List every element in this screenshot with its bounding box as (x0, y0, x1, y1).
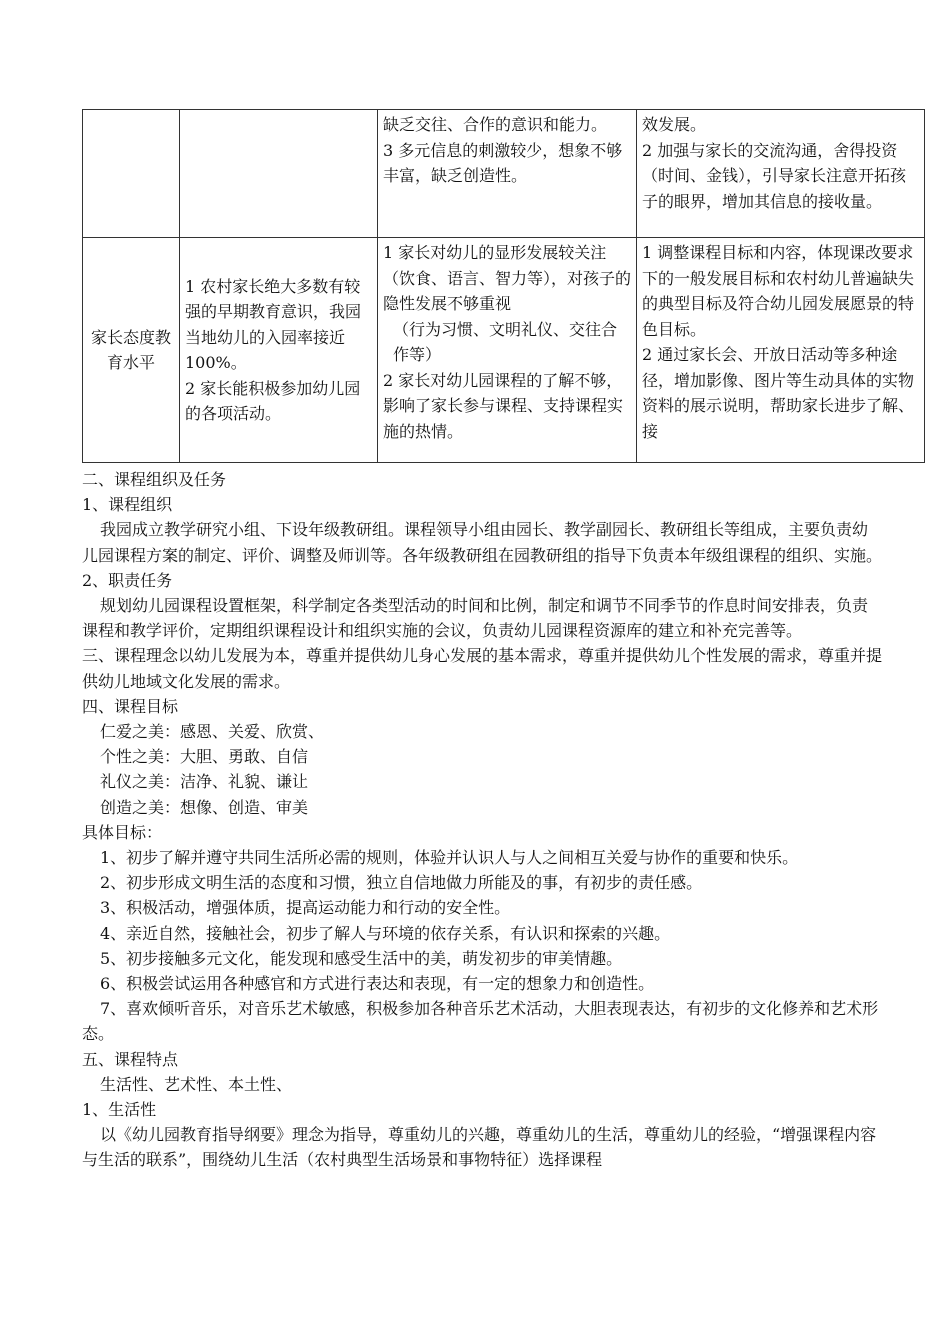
paragraph: 三、课程理念以幼儿发展为本，尊重并提供幼儿身心发展的基本需求，尊重并提供幼儿个性发展的需求，尊重并提供幼儿地域文化发展的需求。 (82, 646, 883, 691)
paragraph: 仁爱之美：感恩、关爱、欣赏、 (100, 722, 325, 742)
paragraph: 我园成立教学研究小组、下设年级教研组。课程领导小组由园长、教学副园长、教研组长等组成，主要负责幼儿园课程方案的制定、评价、调整及师训等。各年级教研组在园教研组的指导下负责本年级组课程的组织、实施。 (82, 520, 883, 565)
paragraph: 5、初步接触多元文化，能发现和感受生活中的美，萌发初步的审美情趣。 (100, 948, 623, 968)
cell-line: 1 农村家长绝大多数有较强的早期教育意识，我园当地幼儿的入园率接近 100%。 (185, 276, 362, 372)
paragraph: 6、积极尝试运用各种感官和方式进行表达和表现，有一定的想象力和创造性。 (100, 974, 655, 994)
paragraph: 2、职责任务 (82, 570, 173, 590)
paragraph: 以《幼儿园教育指导纲要》理念为指导，尊重幼儿的兴趣，尊重幼儿的生活，尊重幼儿的经验，“增强课程内容与生活的联系”，围绕幼儿生活（农村典型生活场景和事物特征）选择课程 (82, 1125, 877, 1170)
paragraph: 4、亲近自然，接触社会，初步了解人与环境的依存关系，有认识和探索的兴趣。 (100, 923, 671, 943)
cell-line: 2 加强与家长的交流沟通，舍得投资（时间、金钱），引导家长注意开拓孩子的眼界，增加其信息的接收量。 (642, 140, 907, 211)
paragraph: 二、课程组织及任务 (82, 470, 227, 489)
cell-line: 缺乏交往、合作的意识和能力。 (383, 115, 608, 134)
paragraph: 具体目标： (82, 822, 163, 842)
paragraph: 7、喜欢倾听音乐，对音乐艺术敏感，积极参加各种音乐艺术活动，大胆表现表达，有初步的文化修养和艺术形态。 (82, 999, 879, 1044)
cell-line: 3 多元信息的刺激较少，想象不够丰富，缺乏创造性。 (383, 140, 623, 185)
paragraph: 1、初步了解并遵守共同生活所必需的规则，体验并认识人与人之间相互关爱与协作的重要和快乐。 (100, 848, 799, 868)
table-cell-problems (378, 110, 637, 238)
paragraph: 五、课程特点 (82, 1049, 179, 1069)
table-row (83, 110, 925, 238)
paragraph: 1、课程组织 (82, 495, 173, 515)
cell-line: （行为习惯、文明礼仪、交往合作等） (393, 319, 618, 364)
table-row (83, 238, 925, 463)
paragraph: 3、积极活动，增强体质，提高运动能力和行动的安全性。 (100, 898, 511, 918)
cell-line: 2 家长对幼儿园课程的了解不够，影响了家长参与课程、支持课程实施的热情。 (383, 370, 624, 441)
table-cell-status (180, 110, 378, 238)
paragraph: 规划幼儿园课程设置框架，科学制定各类型活动的时间和比例，制定和调节不同季节的作息时间安排表，负责课程和教学评价，定期组织课程设计和组织实施的会议，负责幼儿园课程资源库的建立和补充完善等。 (82, 596, 869, 641)
cell-line: 1 家长对幼儿的显形发展较关注（饮食、语言、智力等），对孩子的隐性发展不够重视 (383, 243, 632, 313)
table-cell-category (83, 110, 180, 238)
cell-line: 1 调整课程目标和内容，体现课改要求下的一般发展目标和农村幼儿普遍缺失的典型目标及符合幼儿园发展愿景的特色目标。 (642, 243, 915, 339)
cell-line: 效发展。 (642, 115, 707, 134)
document-body (82, 467, 882, 1173)
paragraph: 礼仪之美：洁净、礼貌、谦让 (100, 772, 309, 792)
table-cell-measures (637, 238, 925, 463)
paragraph: 创造之美：想像、创造、审美 (100, 797, 309, 817)
paragraph: 2、初步形成文明生活的态度和习惯，独立自信地做力所能及的事，有初步的责任感。 (100, 873, 703, 893)
table-cell-status (180, 238, 378, 463)
cell-line: 2 通过家长会、开放日活动等多种途径，增加影像、图片等生动具体的实物资料的展示说明，帮助家长进步了解、接 (642, 345, 915, 441)
paragraph: 1、生活性 (82, 1100, 157, 1120)
category-label: 家长态度教育水平 (90, 327, 171, 372)
table-cell-category (83, 238, 180, 463)
table-cell-measures (637, 110, 925, 238)
paragraph: 个性之美：大胆、勇敢、自信 (100, 747, 309, 767)
table-cell-problems (378, 238, 637, 463)
paragraph: 四、课程目标 (82, 696, 179, 716)
analysis-table (82, 109, 925, 463)
paragraph: 生活性、艺术性、本土性、 (100, 1074, 293, 1094)
cell-line: 2 家长能积极参加幼儿园的各项活动。 (185, 378, 361, 423)
